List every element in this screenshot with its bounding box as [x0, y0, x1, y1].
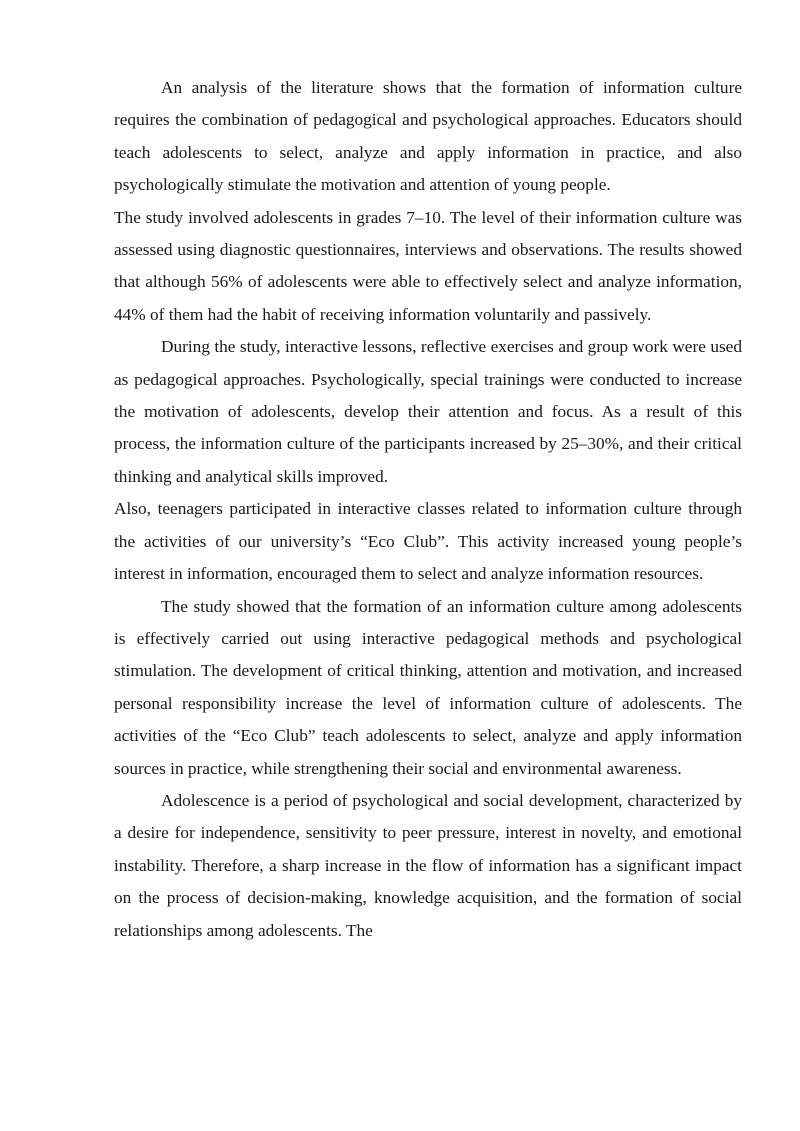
- paragraph-pedagogical-approaches: During the study, interactive lessons, reflective exercises and group work were used as pedagogical approaches. Psychologically, special trainings were conducted to increase the motivation of adolescents, develop their attention and focus. As a result of this process, the information culture of the participants increased by 25–30%, and their critical thinking and analytical skills improved.: [114, 337, 742, 486]
- body-text: [114, 72, 742, 947]
- paragraph-adolescence-period: Adolescence is a period of psychological and social development, characterized by a desire for independence, sensitivity to peer pressure, interest in novelty, and emotional instability. Therefore, a sharp increase in the flow of information has a significant impact on the process of decision-making, knowledge acquisition, and the formation of social relationships among adolescents. The: [114, 790, 742, 940]
- paragraph-literature-analysis: An analysis of the literature shows that the formation of information culture requires the combination of pedagogical and psychological approaches. Educators should teach adolescents to select, analyze and apply information in practice, and also psychologically stimulate the motivation and attention of young people.: [114, 78, 742, 195]
- paragraph-study-conclusion: The study showed that the formation of an information culture among adolescents is effectively carried out using interactive pedagogical methods and psychological stimulation. The development of critical thinking, attention and motivation, and increased personal responsibility increase the level of information culture of adolescents. The activities of the “Eco Club” teach adolescents to select, analyze and apply information sources in practice, while strengthening their social and environmental awareness.: [114, 596, 742, 778]
- paragraph-eco-club-activities: Also, teenagers participated in interactive classes related to information culture through the activities of our university’s “Eco Club”. This activity increased young people’s interest in information, encouraged them to select and analyze information resources.: [114, 499, 742, 584]
- paragraph-study-participants: The study involved adolescents in grades 7–10. The level of their information culture was assessed using diagnostic questionnaires, interviews and observations. The results showed that although 56% of adolescents were able to effectively select and analyze information, 44% of them had the habit of receiving information voluntarily and passively.: [114, 207, 742, 324]
